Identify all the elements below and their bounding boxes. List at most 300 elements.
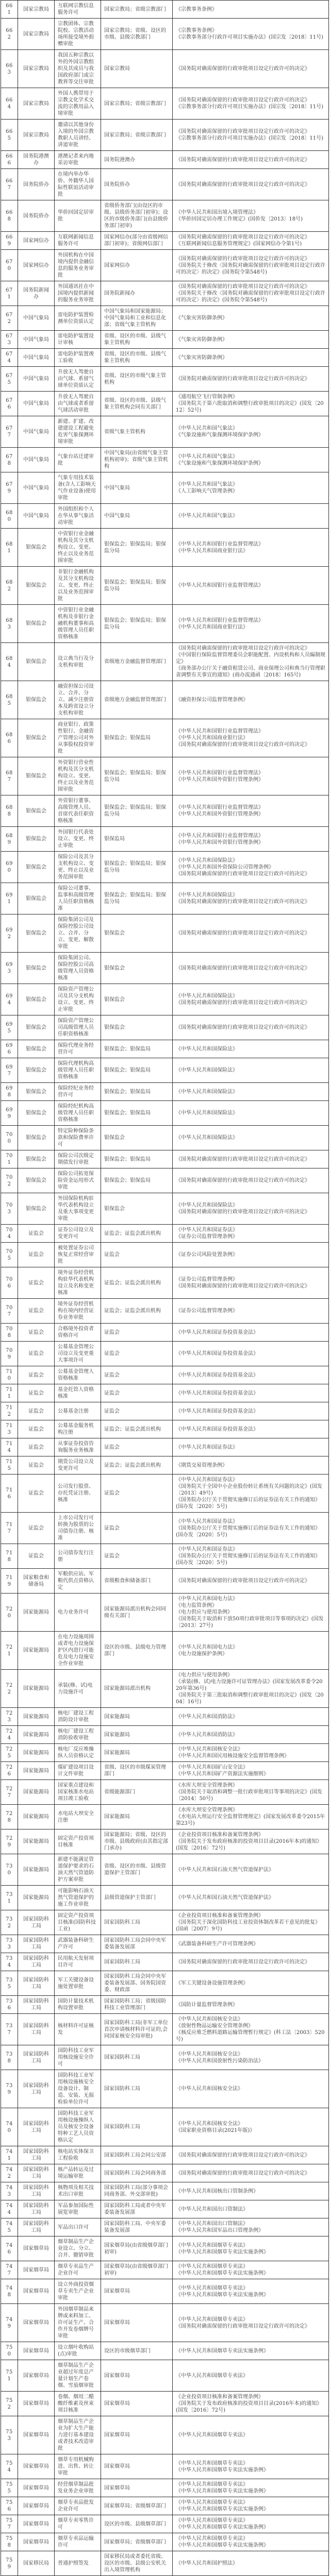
legal-basis-entry: 《国务院对确需保留的行政审批项目设定行政许可的决定》: [176, 930, 325, 937]
table-row: [1, 827, 329, 852]
row-number-cell: 716: [1, 1475, 18, 1513]
legal-basis-entry: 《中华人民共和国烟草专卖法》: [176, 2460, 325, 2467]
legal-basis-cell: [173, 1762, 329, 1780]
row-number-cell: 671: [1, 281, 18, 306]
agency-cell: 国家烟草局: [101, 2454, 173, 2479]
legal-basis-entry: 《武器装备科研生产许可管理条例》: [176, 1941, 325, 1947]
department-cell: 国家粮食和储备局: [18, 1569, 55, 1594]
legal-basis-cell: [173, 1299, 329, 1324]
legal-basis-cell: [173, 1744, 329, 1762]
legal-basis-cell: [173, 1342, 329, 1366]
legal-basis-cell: [173, 1225, 329, 1243]
legal-basis-entry: 《中华人民共和国石油天然气管道保护法》: [176, 1867, 325, 1873]
row-number-cell: 713: [1, 1420, 18, 1438]
department-cell: 银保监会: [18, 827, 55, 852]
department-cell: 银保监会: [18, 681, 55, 719]
table-row: [1, 2416, 329, 2454]
legal-basis-cell: [173, 2261, 329, 2279]
department-cell: 国家国防科工局: [18, 2146, 55, 2164]
agency-cell: 证监会；证监会派出机构: [101, 1299, 173, 1324]
legal-basis-entry: 《气象灾害防御条例》: [176, 354, 325, 361]
item-name-cell: 国防科技工业军用核设施安全许可: [55, 2045, 101, 2070]
legal-basis-cell: [173, 984, 329, 1015]
row-number-cell: 696: [1, 1040, 18, 1058]
agency-cell: 国家烟草局: [101, 2360, 173, 2392]
table-row: [1, 1342, 329, 1366]
agency-cell: 证监会: [101, 1342, 173, 1366]
legal-basis-entry: 《中华人民共和国气象法》: [176, 453, 325, 460]
agency-cell: 银保监会；银保监局；银保监分局: [101, 883, 173, 914]
item-name-cell: 上市公司发行可转换为股票的公司债券注册、核准: [55, 1513, 101, 1544]
legal-basis-cell: [173, 529, 329, 567]
agency-cell: 省级、设区的市级、县级管道保护主管部门: [101, 1854, 173, 1886]
item-name-cell: 烟草专用机械购进、出售、转让审批: [55, 2454, 101, 2479]
legal-basis-entry: 《国务院对确需保留的行政审批项目设定行政许可的决定》: [176, 899, 325, 905]
row-number-cell: 749: [1, 2304, 18, 2342]
item-name-cell: 公募基金管理人资格核准: [55, 1366, 101, 1384]
agency-cell: 银保监会: [101, 953, 173, 984]
agency-cell: 省级、设区的市级煤炭管理部门: [101, 1762, 173, 1780]
table-row: [1, 1854, 329, 1886]
legal-basis-entry: 《中华人民共和国出境入境管理法》: [176, 209, 325, 216]
table-row: [1, 1886, 329, 1910]
item-name-cell: 固定资产投资项目核准: [55, 1829, 101, 1854]
table-row: [1, 1594, 329, 1632]
department-cell: 证监会: [18, 1475, 55, 1513]
legal-basis-entry: 《气象灾害防御条例》: [176, 336, 325, 343]
agency-cell: 国家网信办: [101, 250, 173, 281]
row-number-cell: 694: [1, 984, 18, 1015]
legal-basis-entry: 《电力供应与使用条例》: [176, 1672, 325, 1679]
legal-basis-cell: [173, 2236, 329, 2261]
item-name-cell: 在电力设施周围或者电力设施保护区内进行可能危及电力设施安全作业审批: [55, 1632, 101, 1670]
row-number-cell: 673: [1, 331, 18, 349]
agency-cell: 省级、设区的市级、县级气象主管机构会同有关部门: [101, 392, 173, 416]
department-cell: 银保监会: [18, 852, 55, 883]
department-cell: 国家能源局: [18, 1829, 55, 1854]
legal-basis-entry: 《放射性物品运输安全管理条例》: [176, 2023, 325, 2029]
agency-cell: 银保监会；银保监局: [101, 1101, 173, 1126]
table-row: [1, 349, 329, 367]
legal-basis-entry: 《中华人民共和国民用核设施安全监督管理条例》: [176, 1753, 325, 1759]
legal-basis-entry: 《国务院对确需保留的行政审批项目设定行政许可的决定》: [176, 376, 325, 382]
department-cell: 中国气象局: [18, 349, 55, 367]
administrative-approval-table: [1, 0, 329, 2576]
row-number-cell: 691: [1, 883, 18, 914]
legal-basis-cell: [173, 605, 329, 643]
row-number-cell: 684: [1, 643, 18, 681]
row-number-cell: 661: [1, 1, 18, 19]
department-cell: 国家国防科工局: [18, 1935, 55, 1953]
agency-cell: 证监会；证监会派出机构: [101, 1267, 173, 1299]
table-row: [1, 1513, 329, 1544]
table-row: [1, 795, 329, 827]
row-number-cell: 729: [1, 1829, 18, 1854]
row-number-cell: 721: [1, 1632, 18, 1670]
table-row: [1, 2342, 329, 2360]
table-row: [1, 1, 329, 19]
legal-basis-entry: 《通用航空飞行管制条例》: [176, 394, 325, 400]
table-row: [1, 2218, 329, 2236]
agency-cell: 银保监会；银保监局: [101, 1058, 173, 1083]
agency-cell: 中国气象局: [101, 472, 173, 504]
department-cell: 国家国防科工局: [18, 2070, 55, 2108]
row-number-cell: 688: [1, 795, 18, 827]
agency-cell: 国家能源局: [101, 1744, 173, 1762]
agency-cell: 证监会；证监会派出机构: [101, 1456, 173, 1475]
legal-basis-entry: 《中华人民共和国烟草专卖法实施条例》: [176, 2292, 325, 2298]
legal-basis-entry: 《国务院对确需保留的行政审批项目设定行政许可的决定》: [176, 741, 325, 748]
item-name-cell: 中资银行业金融机构及非银行金融机构董事和高级管理人员任职资格核准: [55, 605, 101, 643]
item-name-cell: 外国机构在中国境内提供金融信息的服务业务审批: [55, 250, 101, 281]
row-number-cell: 700: [1, 1126, 18, 1150]
table-row: [1, 448, 329, 472]
legal-basis-entry: 《宗教事务部分行政许可项目实施办法》(国宗发〔2018〕11号): [176, 135, 325, 142]
row-number-cell: 727: [1, 1780, 18, 1805]
table-row: [1, 529, 329, 567]
legal-basis-entry: 《中华人民共和国保险法》: [176, 993, 325, 999]
legal-basis-cell: [173, 232, 329, 250]
item-name-cell: 设立外商投资烟草专卖生产企业审批: [55, 2279, 101, 2304]
legal-basis-cell: [173, 2479, 329, 2497]
agency-cell: 证监会: [101, 1384, 173, 1402]
row-number-cell: 666: [1, 151, 18, 169]
item-name-cell: 商业银行、政策性银行、金融资产管理公司对外从事股权投资审批: [55, 719, 101, 757]
department-cell: 国务院新闻办: [18, 281, 55, 306]
table-row: [1, 1402, 329, 1420]
agency-cell: 国家国防科工局: [101, 1953, 173, 1971]
item-name-cell: 核产品转运及过境运输审批: [55, 2164, 101, 2182]
department-cell: 国务院港澳办: [18, 151, 55, 169]
agency-cell: 省级地方金融监督管理部门: [101, 681, 173, 719]
legal-basis-entry: 《中华人民共和国证券投资基金法》: [176, 1350, 325, 1357]
agency-cell: 国家国防科工局(非军工单位首次申请核材料许可证的,会同国家核安全局审批): [101, 2014, 173, 2045]
item-name-cell: 军品参加国际性展览审批: [55, 2200, 101, 2218]
legal-basis-entry: 《中华人民共和国银行业监督管理法》: [176, 541, 325, 548]
legal-basis-entry: 《中华人民共和国烟草专卖法》: [176, 2432, 325, 2438]
agency-cell: 银保监会；银保监局: [101, 1083, 173, 1101]
legal-basis-cell: [173, 1168, 329, 1193]
agency-cell: 省级地方金融监督管理部门: [101, 643, 173, 681]
legal-basis-entry: 《水库大坝安全管理条例》: [176, 1807, 325, 1814]
department-cell: 国家烟草局: [18, 2515, 55, 2533]
agency-cell: 国家能源局: [101, 1805, 173, 1829]
agency-cell: 国家能源局: [101, 1708, 173, 1726]
department-cell: 中国气象局: [18, 472, 55, 504]
item-name-cell: 邀请以其他身份入境的外国宗教教职人员讲经、讲道审批: [55, 120, 101, 151]
item-name-cell: 军粮供应站、军粮代供点资格认定: [55, 1569, 101, 1594]
table-row: [1, 1083, 329, 1101]
legal-basis-entry: 《气象设施和气象探测环境保护条例》: [176, 432, 325, 438]
row-number-cell: 731: [1, 1886, 18, 1910]
department-cell: 中国气象局: [18, 504, 55, 529]
item-name-cell: 外国通讯社在中国境内提供新闻的服务业务审批: [55, 281, 101, 306]
legal-basis-entry: 《国务院关于取消和下放50项行政审批项目等事项的决定》(国发〔2013〕27号): [176, 1616, 325, 1629]
table-row: [1, 1744, 329, 1762]
agency-cell: 省级气象主管机构: [101, 416, 173, 448]
table-row: [1, 2533, 329, 2551]
department-cell: 银保监会: [18, 757, 55, 795]
legal-basis-entry: 《中华人民共和国烟草专卖法》: [176, 2499, 325, 2506]
legal-basis-cell: [173, 1632, 329, 1670]
legal-basis-entry: 《互联网新闻信息服务管理规定》(国家网信办令第1号): [176, 241, 325, 247]
table-row: [1, 504, 329, 529]
legal-basis-entry: 《中华人民共和国保险法》: [176, 857, 325, 864]
item-name-cell: 宗教团体、宗教院校、宗教活动场所接受境外捐赠审批: [55, 19, 101, 50]
legal-basis-entry: 《国务院关于第六批取消和调整行政审批项目的决定》(国发〔2012〕52号): [176, 400, 325, 414]
agency-cell: 国家国防科工局会同中央军委装备发展部: [101, 1935, 173, 1953]
department-cell: 银保监会: [18, 1193, 55, 1225]
department-cell: 国家能源局: [18, 1594, 55, 1632]
legal-basis-cell: [173, 504, 329, 529]
item-name-cell: 核物项及相关技术出口审批: [55, 2182, 101, 2200]
agency-cell: 国家烟草局: [101, 2392, 173, 2416]
table-row: [1, 1544, 329, 1569]
agency-cell: 国家宗教局；省级宗教部门: [101, 88, 173, 120]
legal-basis-cell: [173, 1083, 329, 1101]
item-name-cell: 承装(修、试)电力设施许可: [55, 1670, 101, 1708]
item-name-cell: 保险集团公司、保险控股公司高级管理人员资格核准: [55, 953, 101, 984]
legal-basis-cell: [173, 2182, 329, 2200]
item-name-cell: 烟草专卖零售许可: [55, 2515, 101, 2533]
legal-basis-entry: 《中华人民共和国证券法》: [176, 1518, 325, 1525]
row-number-cell: 693: [1, 953, 18, 984]
table-row: [1, 2108, 329, 2146]
department-cell: 中国气象局: [18, 448, 55, 472]
row-number-cell: 707: [1, 1299, 18, 1324]
row-number-cell: 750: [1, 2342, 18, 2360]
legal-basis-cell: [173, 88, 329, 120]
legal-basis-entry: 《国务院对确需保留的行政审批项目设定行政许可的决定》: [176, 128, 325, 135]
legal-basis-entry: 《中华人民共和国银行业监督管理法》: [176, 833, 325, 839]
legal-basis-cell: [173, 2392, 329, 2416]
agency-cell: 证监会: [101, 1475, 173, 1513]
legal-basis-entry: 《中华人民共和国烟草专卖法实施条例》: [176, 2467, 325, 2473]
department-cell: 银保监会: [18, 1126, 55, 1150]
item-name-cell: 基金托管人资格核准: [55, 1384, 101, 1402]
row-number-cell: 667: [1, 169, 18, 200]
row-number-cell: 754: [1, 2454, 18, 2479]
table-row: [1, 1569, 329, 1594]
row-number-cell: 751: [1, 2360, 18, 2392]
legal-basis-cell: [173, 472, 329, 504]
agency-cell: 银保监会: [101, 1126, 173, 1150]
department-cell: 国家宗教局: [18, 19, 55, 50]
table-row: [1, 883, 329, 914]
legal-basis-cell: [173, 1569, 329, 1594]
item-name-cell: 被处置证券公司恢复正常经营审批: [55, 1243, 101, 1267]
row-number-cell: 732: [1, 1910, 18, 1935]
legal-basis-cell: [173, 953, 329, 984]
legal-basis-cell: [173, 914, 329, 953]
legal-basis-entry: 《中华人民共和国烟草专卖法》: [176, 2517, 325, 2524]
legal-basis-entry: 《中华人民共和国外资银行管理条例》: [176, 839, 325, 846]
department-cell: 证监会: [18, 1384, 55, 1402]
agency-cell: 银保监会: [101, 984, 173, 1015]
table-row: [1, 1243, 329, 1267]
department-cell: 国务院侨办: [18, 200, 55, 232]
legal-basis-cell: [173, 1544, 329, 1569]
table-row: [1, 2236, 329, 2261]
row-number-cell: 686: [1, 719, 18, 757]
department-cell: 国家能源局: [18, 1805, 55, 1829]
item-name-cell: 外国保险机构驻华代表机构设立及重大事项变更审批: [55, 1193, 101, 1225]
department-cell: 银保监会: [18, 643, 55, 681]
table-row: [1, 1150, 329, 1168]
agency-cell: 国家烟草局(由省级烟草部门初审): [101, 2236, 173, 2261]
table-row: [1, 567, 329, 605]
agency-cell: 国家移民局或者委托省级、设区的市级、县级公安机关出入境管理机构: [101, 2551, 173, 2576]
legal-basis-cell: [173, 416, 329, 448]
legal-basis-entry: 《中华人民共和国银行业监督管理法》: [176, 582, 325, 589]
item-name-cell: 卷烟、烟用二醋酸纤维素及丝束项目核准: [55, 2392, 101, 2416]
item-name-cell: 从事证券投资咨询服务业务核准: [55, 1438, 101, 1456]
agency-cell: 国家国防科工局会同中央军委装备发展部、国务院国资委、财政部: [101, 1971, 173, 1996]
row-number-cell: 706: [1, 1267, 18, 1299]
department-cell: 国家烟草局: [18, 2533, 55, 2551]
legal-basis-cell: [173, 1456, 329, 1475]
legal-basis-cell: [173, 1594, 329, 1632]
legal-basis-entry: 《宗教事务条例》: [176, 6, 325, 13]
legal-basis-entry: 《中华人民共和国消防法》: [176, 1714, 325, 1720]
department-cell: 国家移民局: [18, 2551, 55, 2576]
legal-basis-cell: [173, 331, 329, 349]
row-number-cell: 681: [1, 529, 18, 567]
item-name-cell: 新建、扩建、改建建设工程避免危害气象探测环境审批: [55, 416, 101, 448]
legal-basis-cell: [173, 50, 329, 88]
row-number-cell: 742: [1, 2164, 18, 2182]
agency-cell: 国家能源局: [101, 1726, 173, 1744]
agency-cell: 省级侨务部门(由设区的市级、县级侨务部门初审)；设区的市级侨务部门(由县级侨务部门初审): [101, 200, 173, 232]
legal-basis-entry: 《中华人民共和国消防法》: [176, 1732, 325, 1738]
table-row: [1, 281, 329, 306]
legal-basis-cell: [173, 1513, 329, 1544]
item-name-cell: 烟草制品生产企业设立、分立、合并、撤销审批: [55, 2236, 101, 2261]
legal-basis-cell: [173, 2515, 329, 2533]
row-number-cell: 758: [1, 2533, 18, 2551]
row-number-cell: 759: [1, 2551, 18, 2576]
table-row: [1, 681, 329, 719]
legal-basis-entry: 《中华人民共和国证券法》: [176, 1444, 325, 1451]
legal-basis-cell: [173, 1243, 329, 1267]
department-cell: 国家宗教局: [18, 88, 55, 120]
item-name-cell: 新建不能满足管道保护要求的石油天然气管道防护方案审批: [55, 1854, 101, 1886]
legal-basis-entry: 《国务院办公厅关于贯彻实施修订后的证券法有关工作的通知》(国办发〔2020〕5号): [176, 1525, 325, 1538]
item-name-cell: 烟草专卖品批发企业许可: [55, 2497, 101, 2515]
item-name-cell: 国家重点建设和国家核准水电站项目竣工验收: [55, 1780, 101, 1805]
table-row: [1, 852, 329, 883]
department-cell: 证监会: [18, 1225, 55, 1243]
item-name-cell: 军品出口许可: [55, 2218, 101, 2236]
row-number-cell: 664: [1, 88, 18, 120]
item-name-cell: 烟草专卖品生产企业许可: [55, 2261, 101, 2279]
legal-basis-cell: [173, 1193, 329, 1225]
agency-cell: 银保监会；银保监局；银保监分局: [101, 852, 173, 883]
item-name-cell: 公募基金管理公司设立及变更重大事项许可: [55, 1342, 101, 1366]
agency-cell: 国家国防科工局、中央军委装备发展部: [101, 2218, 173, 2236]
table-body: [1, 1, 329, 2576]
legal-basis-cell: [173, 1971, 329, 1996]
row-number-cell: 687: [1, 757, 18, 795]
legal-basis-cell: [173, 2497, 329, 2515]
row-number-cell: 672: [1, 306, 18, 331]
legal-basis-entry: 《证券公司风险处置条例》: [176, 1251, 325, 1258]
item-name-cell: 保险集团公司及保险控股公司设立、合并、分立、变更、解散审批: [55, 914, 101, 953]
legal-basis-cell: [173, 2360, 329, 2392]
department-cell: 国家能源局: [18, 1854, 55, 1886]
legal-basis-entry: 《国务院关于第三批取消和调整行政审批项目的决定》(国发〔2004〕16号): [176, 1692, 325, 1705]
item-name-cell: 雷电防护装置设计审核: [55, 331, 101, 349]
table-row: [1, 953, 329, 984]
legal-basis-entry: 《中华人民共和国矿产资源法实施细则》: [176, 1771, 325, 1777]
row-number-cell: 733: [1, 1935, 18, 1953]
department-cell: 银保监会: [18, 883, 55, 914]
table-row: [1, 367, 329, 392]
legal-basis-cell: [173, 1015, 329, 1040]
table-row: [1, 1632, 329, 1670]
department-cell: 国家能源局: [18, 1762, 55, 1780]
row-number-cell: 677: [1, 416, 18, 448]
department-cell: 银保监会: [18, 567, 55, 605]
row-number-cell: 695: [1, 1015, 18, 1040]
department-cell: 中国气象局: [18, 392, 55, 416]
legal-basis-cell: [173, 1780, 329, 1805]
legal-basis-cell: [173, 1935, 329, 1953]
agency-cell: 国务院侨办: [101, 169, 173, 200]
item-name-cell: 烟草制品生产企业为扩大生产能力进行基本建设或者技术改造审批: [55, 2416, 101, 2454]
agency-cell: 国家网信办(部分由省级网信部门初审)；省级网信部门: [101, 232, 173, 250]
legal-basis-cell: [173, 1805, 329, 1829]
agency-cell: 省级粮食和储备部门: [101, 1569, 173, 1594]
table-row: [1, 1953, 329, 1971]
row-number-cell: 735: [1, 1971, 18, 1996]
item-name-cell: 互联网宗教信息服务许可: [55, 1, 101, 19]
legal-basis-entry: 《中华人民共和国电力法》: [176, 1596, 325, 1602]
department-cell: 国家国防科工局: [18, 2218, 55, 2236]
department-cell: 中国气象局: [18, 331, 55, 349]
row-number-cell: 714: [1, 1438, 18, 1456]
legal-basis-cell: [173, 2279, 329, 2304]
table-row: [1, 1910, 329, 1935]
agency-cell: 证监会: [101, 1243, 173, 1267]
table-row: [1, 151, 329, 169]
legal-basis-entry: 《中华人民共和国核安全法》: [176, 2051, 325, 2058]
item-name-cell: 保险代理机构高级管理人员任职资格核准: [55, 1058, 101, 1083]
table-row: [1, 1299, 329, 1324]
legal-basis-entry: 《中华人民共和国银行业监督管理法》: [176, 728, 325, 735]
row-number-cell: 741: [1, 2146, 18, 2164]
legal-basis-entry: 《中华人民共和国证券投资基金法》: [176, 1329, 325, 1336]
row-number-cell: 717: [1, 1513, 18, 1544]
row-number-cell: 743: [1, 2182, 18, 2200]
legal-basis-cell: [173, 1420, 329, 1438]
legal-basis-entry: 《中华人民共和国烟草专卖法》: [176, 2481, 325, 2488]
department-cell: 证监会: [18, 1513, 55, 1544]
agency-cell: 国家国防科工局(部分事项会同商务部、外交部审批): [101, 2182, 173, 2200]
agency-cell: 银保监会: [101, 1193, 173, 1225]
table-row: [1, 1420, 329, 1438]
legal-basis-entry: 《国务院对确需保留的行政审批项目设定行政许可的决定》: [176, 256, 325, 262]
legal-basis-entry: 《国务院对确需保留的行政审批项目设定行政许可的决定》: [176, 1959, 325, 1965]
legal-basis-entry: 《中华人民共和国护照法》: [176, 2560, 325, 2567]
agency-cell: 国家宗教局；省级宗教部门: [101, 120, 173, 151]
agency-cell: 银保监会；银保监局；银保监分局: [101, 529, 173, 567]
table-row: [1, 1225, 329, 1243]
legal-basis-entry: 《水电站大坝运行安全监督管理规定》(国家发展改革委令2015年第23号): [176, 1814, 325, 1827]
legal-basis-entry: 《中华人民共和国外资银行管理条例》: [176, 776, 325, 783]
department-cell: 国家烟草局: [18, 2497, 55, 2515]
department-cell: 国家能源局: [18, 1670, 55, 1708]
